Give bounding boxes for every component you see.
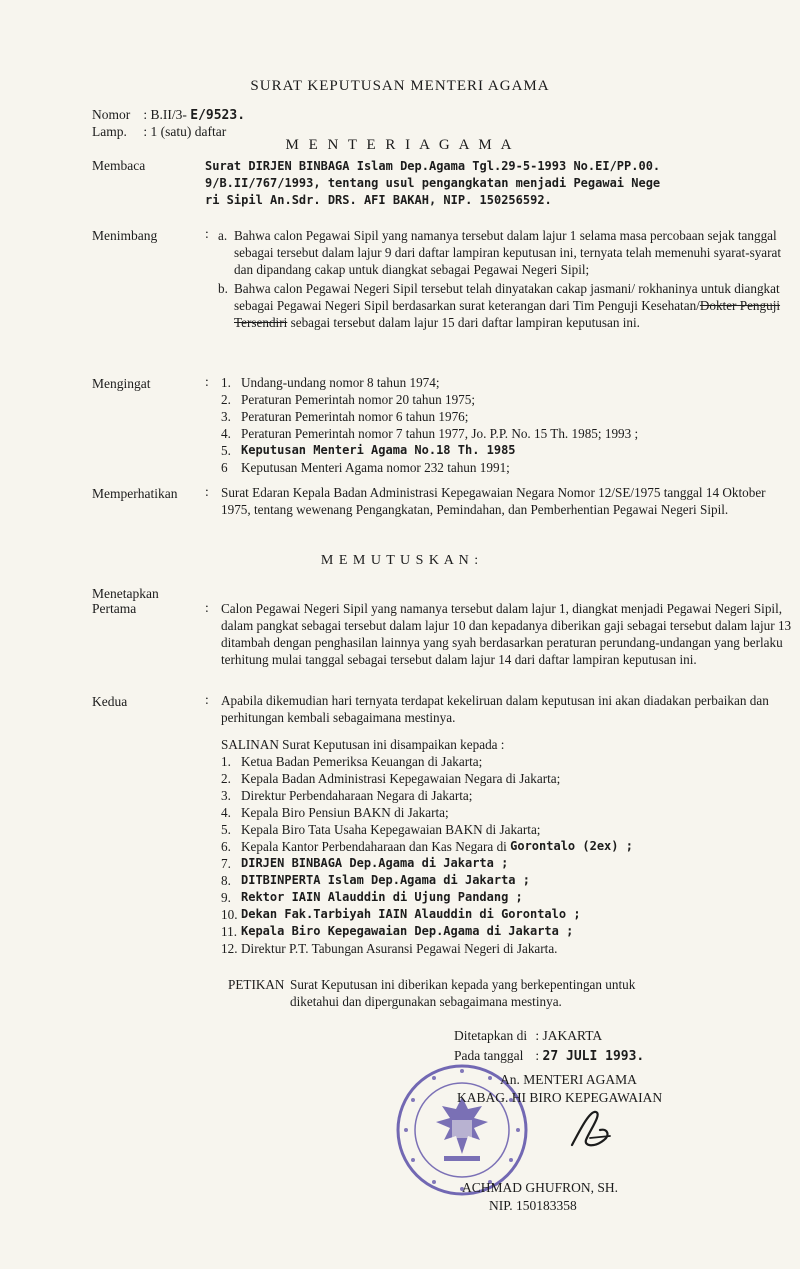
nomor-label: Nomor: [92, 107, 131, 122]
salinan-item: [221, 855, 793, 872]
item-text: Direktur Perbendaharaan Negara di Jakarta;: [241, 788, 473, 803]
petikan-text-1: Surat Keputusan ini diberikan kepada yang berkepentingan untuk: [290, 977, 636, 992]
item-number: 11.: [221, 924, 237, 939]
membaca-text: [205, 158, 795, 209]
item-number: 4.: [221, 805, 231, 820]
kedua-text: Apabila dikemudian hari ternyata terdapat kekeliruan dalam keputusan ini akan diadakan perbaikan dan perhitungan kembali sebagaimana mestinya.: [221, 693, 769, 725]
item-number: 1.: [221, 754, 231, 769]
lamp-value: : 1 (satu) daftar: [143, 124, 227, 139]
menimbang-b-strike: Dokter Penguji Tersendiri: [234, 298, 781, 330]
ditetapkan-label: Ditetapkan di: [454, 1028, 528, 1043]
item-number: 5.: [221, 443, 231, 458]
salinan-item: [221, 787, 793, 804]
salinan-item: [221, 872, 793, 889]
item-number: 10.: [221, 907, 238, 922]
item-text: Keputusan Menteri Agama nomor 232 tahun 1991;: [241, 460, 510, 475]
membaca-line-3: ri Sipil An.Sdr. DRS. AFI BAKAH, NIP. 150256592.: [205, 193, 552, 207]
ditetapkan-value: : JAKARTA: [535, 1028, 603, 1043]
mengingat-item: [221, 374, 791, 391]
mengingat-label: Mengingat: [92, 376, 151, 391]
item-number: 3.: [221, 409, 231, 424]
item-text: DIRJEN BINBAGA Dep.Agama di Jakarta ;: [241, 856, 509, 870]
kabag-title: KABAG. HI BIRO KEPEGAWAIAN: [457, 1090, 663, 1105]
salinan-item: [221, 889, 793, 906]
memperhatikan-colon: :: [205, 484, 209, 499]
menimbang-item-b: [218, 280, 793, 331]
tanggal-label: Pada tanggal: [454, 1048, 524, 1063]
menimbang-text: [218, 227, 793, 331]
item-number: 2.: [221, 392, 231, 407]
mengingat-item: [221, 391, 791, 408]
item-number: 9.: [221, 890, 231, 905]
menimbang-a-text: Bahwa calon Pegawai Sipil yang namanya tersebut dalam lajur 1 selama masa percobaan sejak tanggal sebagai tersebut dalam lajur 9 dari daftar lampiran keputusan ini, ternyata telah memenuhi syarat-syarat dan dipandang cakap untuk diangkat sebagai Pegawai Negeri Sipil;: [234, 228, 782, 277]
salinan-item: [221, 804, 793, 821]
salinan-list: [221, 753, 793, 957]
memperhatikan-text: Surat Edaran Kepala Badan Administrasi Kepegawaian Negara Nomor 12/SE/1975 tanggal 14 Oktober 1975, tentang wewenang Pengangkatan, Pemindahan, dan Pemberhentian Pegawai Negeri Sipil.: [221, 485, 766, 517]
salinan-item: [221, 923, 793, 940]
petikan-text-2: diketahui dan dipergunakan sebagaimana mestinya.: [290, 994, 562, 1009]
pertama-label: Pertama: [92, 601, 137, 616]
item-number: 6: [221, 460, 228, 475]
item-text: Kepala Kantor Perbendaharaan dan Kas Negara di: [241, 839, 507, 854]
kedua-colon: :: [205, 692, 209, 707]
menimbang-colon: :: [205, 226, 209, 241]
menetapkan-label: Menetapkan: [92, 586, 159, 601]
item-number: 1.: [221, 375, 231, 390]
salinan-heading: SALINAN Surat Keputusan ini disampaikan kepada :: [221, 737, 505, 752]
item-text: Kepala Biro Pensiun BAKN di Jakarta;: [241, 805, 449, 820]
item-text: Undang-undang nomor 8 tahun 1974;: [241, 375, 440, 390]
mengingat-item: [221, 408, 791, 425]
item-extra: Gorontalo (2ex) ;: [510, 839, 633, 853]
salinan-item: [221, 940, 793, 957]
item-text: Keputusan Menteri Agama No.18 Th. 1985: [241, 443, 516, 457]
pertama-colon: :: [205, 600, 209, 615]
salinan-item: [221, 770, 793, 787]
tanggal-value: 27 JULI 1993.: [542, 1049, 645, 1064]
membaca-line-1: Surat DIRJEN BINBAGA Islam Dep.Agama Tgl.29-5-1993 No.EI/PP.00.: [205, 159, 661, 173]
petikan-label: PETIKAN: [228, 977, 285, 992]
mengingat-item: [221, 442, 791, 459]
item-number: 2.: [221, 771, 231, 786]
membaca-line-2: 9/B.II/767/1993, tentang usul pengangkatan menjadi Pegawai Nege: [205, 176, 661, 190]
menimbang-b-text: [234, 280, 793, 331]
document-subtitle: M E N T E R I A G A M A: [285, 137, 515, 153]
item-text: Kepala Badan Administrasi Kepegawaian Negara di Jakarta;: [241, 771, 561, 786]
item-number: 4.: [221, 426, 231, 441]
item-text: DITBINPERTA Islam Dep.Agama di Jakarta ;: [241, 873, 530, 887]
item-number: 12.: [221, 941, 238, 956]
item-number: 3.: [221, 788, 231, 803]
nomor-value: E/9523.: [190, 108, 246, 123]
item-text: Direktur P.T. Tabungan Asuransi Pegawai Negeri di Jakarta.: [241, 941, 558, 956]
item-text: Peraturan Pemerintah nomor 7 tahun 1977, Jo. P.P. No. 15 Th. 1985; 1993 ;: [241, 426, 639, 441]
salinan-item: [221, 821, 793, 838]
salinan-item: [221, 838, 793, 855]
item-text: Kepala Biro Tata Usaha Kepegawaian BAKN di Jakarta;: [241, 822, 541, 837]
item-number: 6.: [221, 839, 231, 854]
lamp-label: Lamp.: [92, 124, 127, 139]
mengingat-item: [221, 425, 791, 442]
nomor-prefix: : B.II/3-: [143, 107, 187, 122]
memperhatikan-label: Memperhatikan: [92, 486, 178, 501]
item-number: 8.: [221, 873, 231, 888]
menimbang-item-a: [218, 227, 793, 278]
item-text: Ketua Badan Pemeriksa Keuangan di Jakarta;: [241, 754, 483, 769]
petikan-block: [228, 976, 788, 1010]
nomor-line: [92, 107, 245, 123]
pertama-text: Calon Pegawai Negeri Sipil yang namanya tersebut dalam lajur 1, diangkat menjadi Pegawai Negeri Sipil, dalam pangkat sebagai tersebut dalam lajur 10 dan kepadanya diberikan gaji sebagai tersebut dalam lajur 13 ditambah dengan penghasilan lainnya yang syah berdasarkan peraturan perundang-undangan yang berlaku terhitung mulai tanggal sebagai tersebut dalam lajur 14 dari daftar lampiran keputusan ini.: [221, 601, 792, 667]
signatory-name: ACHMAD GHUFRON, SH.: [462, 1180, 619, 1195]
document-title: SURAT KEPUTUSAN MENTERI AGAMA: [250, 78, 550, 94]
item-number: 7.: [221, 856, 231, 871]
menimbang-label: Menimbang: [92, 228, 158, 243]
menimbang-b-text-2: sebagai tersebut dalam lajur 15 dari daftar lampiran keputusan ini.: [287, 315, 640, 330]
signatory-nip: NIP. 150183358: [489, 1198, 577, 1213]
ditetapkan-line: [454, 1028, 602, 1044]
membaca-label: Membaca: [92, 158, 146, 173]
item-text: Peraturan Pemerintah nomor 20 tahun 1975;: [241, 392, 476, 407]
menimbang-a-num: a.: [218, 228, 228, 243]
tanggal-colon: :: [535, 1048, 543, 1063]
mengingat-item: [221, 459, 791, 476]
memutuskan-heading: M E M U T U S K A N :: [320, 553, 480, 568]
menimbang-b-text-1: Bahwa calon Pegawai Negeri Sipil tersebut telah dinyatakan cakap jasmani/ rokhaninya untuk diangkat sebagai Pegawai Negeri Sipil berdasarkan surat keterangan dari Tim Penguji Kesehatan/: [234, 281, 780, 313]
mengingat-colon: :: [205, 374, 209, 389]
handwritten-signature: [560, 1100, 620, 1160]
item-text: Kepala Biro Kepegawaian Dep.Agama di Jakarta ;: [241, 924, 574, 938]
item-text: Dekan Fak.Tarbiyah IAIN Alauddin di Gorontalo ;: [241, 907, 581, 921]
mengingat-list: [221, 374, 791, 476]
kedua-label: Kedua: [92, 694, 128, 709]
item-text: Rektor IAIN Alauddin di Ujung Pandang ;: [241, 890, 523, 904]
menimbang-b-num: b.: [218, 281, 228, 296]
item-number: 5.: [221, 822, 231, 837]
an-menteri: An. MENTERI AGAMA: [500, 1072, 637, 1087]
item-text: Peraturan Pemerintah nomor 6 tahun 1976;: [241, 409, 469, 424]
salinan-item: [221, 906, 793, 923]
salinan-item: [221, 753, 793, 770]
